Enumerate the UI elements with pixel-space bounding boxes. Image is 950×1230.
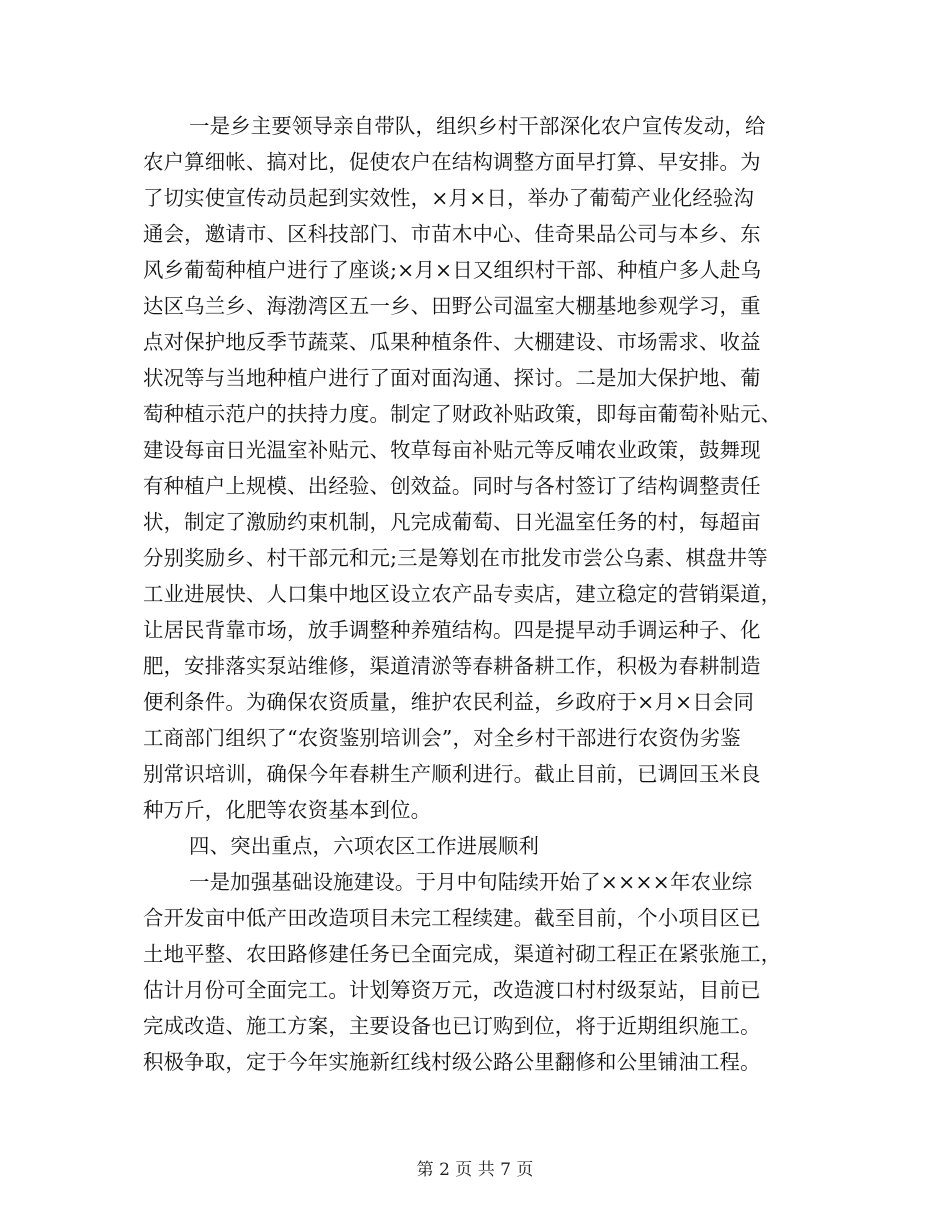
paragraph-line: 点对保护地反季节蔬菜、瓜果种植条件、大棚建设、市场需求、收益 (143, 330, 761, 354)
paragraph-line: 积极争取，定于今年实施新红线村级公路公里翻修和公里铺油工程。 (143, 1050, 761, 1074)
paragraph-line: 工业进展快、人口集中地区设立农产品专卖店，建立稳定的营销渠道， (143, 582, 782, 606)
paragraph-line: 合开发亩中低产田改造项目未完工程续建。截至目前，个小项目区已 (143, 906, 761, 930)
paragraph-line: 风乡葡萄种植户进行了座谈;×月×日又组织村干部、种植户多人赴乌 (143, 258, 762, 282)
paragraph-line: 让居民背靠市场，放手调整种养殖结构。四是提早动手调运种子、化 (143, 618, 761, 642)
paragraph-line: 通会，邀请市、区科技部门、市苗木中心、佳奇果品公司与本乡、东 (143, 222, 761, 246)
paragraph-line: 达区乌兰乡、海渤湾区五一乡、田野公司温室大棚基地参观学习，重 (143, 294, 761, 318)
paragraph-line: 肥，安排落实泵站维修，渠道清淤等春耕备耕工作，积极为春耕制造 (143, 654, 761, 678)
paragraph-line: 便利条件。为确保农资质量，维护农民利益，乡政府于×月×日会同 (143, 690, 755, 714)
paragraph-line: 种万斤，化肥等农资基本到位。 (143, 798, 432, 822)
paragraph-line: 一是加强基础设施建设。于月中旬陆续开始了××××年农业综 (189, 870, 753, 894)
section-heading: 四、突出重点，六项农区工作进展顺利 (189, 834, 540, 858)
paragraph-line: 工商部门组织了“农资鉴别培训会”，对全乡村干部进行农资伪劣鉴 (143, 726, 741, 750)
paragraph-line: 估计月份可全面完工。计划筹资万元，改造渡口村村级泵站，目前已 (143, 978, 761, 1002)
paragraph-line: 状况等与当地种植户进行了面对面沟通、探讨。二是加大保护地、葡 (143, 366, 761, 390)
paragraph-line: 一是乡主要领导亲自带队，组织乡村干部深化农户宣传发动，给 (189, 114, 766, 138)
paragraph-line: 土地平整、农田路修建任务已全面完成，渠道衬砌工程正在紧张施工， (143, 942, 782, 966)
paragraph-line: 有种植户上规模、出经验、创效益。同时与各村签订了结构调整责任 (143, 474, 761, 498)
paragraph-line: 建设每亩日光温室补贴元、牧草每亩补贴元等反哺农业政策，鼓舞现 (143, 438, 761, 462)
paragraph-line: 萄种植示范户的扶持力度。制定了财政补贴政策，即每亩葡萄补贴元、 (143, 402, 782, 426)
paragraph-line: 完成改造、施工方案，主要设备也已订购到位，将于近期组织施工。 (143, 1014, 761, 1038)
paragraph-line: 了切实使宣传动员起到实效性，×月×日，举办了葡萄产业化经验沟 (143, 186, 755, 210)
paragraph-line: 农户算细帐、搞对比，促使农户在结构调整方面早打算、早安排。为 (143, 150, 761, 174)
paragraph-line: 状，制定了激励约束机制，凡完成葡萄、日光温室任务的村，每超亩 (143, 510, 761, 534)
paragraph-line: 分别奖励乡、村干部元和元;三是筹划在市批发市尝公乌素、棋盘井等 (143, 546, 768, 570)
page-number-footer: 第 2 页 共 7 页 (416, 1160, 534, 1180)
paragraph-line: 别常识培训，确保今年春耕生产顺利进行。截止目前，已调回玉米良 (143, 762, 761, 786)
